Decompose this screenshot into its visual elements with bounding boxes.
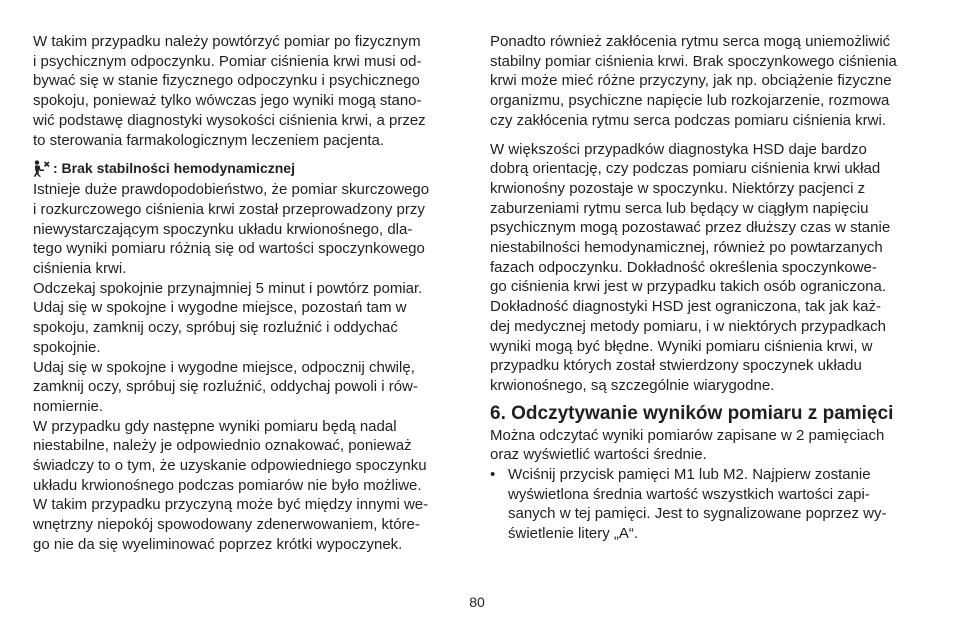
text-line: to sterowania farmakologicznym leczeniem pacjenta. [33,131,384,149]
text-line: świetlenie litery „A“. [508,525,639,543]
text-line: krwi może mieć różne przyczyny, jak np. obciążenie fizyczne [490,72,892,90]
page-number: 80 [469,594,485,610]
text-line: spokojnie. [33,338,101,356]
text-line: spokoju, zamknij oczy, spróbuj się rozluźnić i oddychać [33,319,398,337]
right-column [490,32,920,544]
text-line: ciśnienia krwi. [33,260,127,278]
text-line: fazach odpoczynku. Dokładność określenia spoczynkowe- [490,258,877,276]
text-line: nomiernie. [33,397,104,415]
paragraph-retest [33,32,463,150]
text-line: dej medycznej metody pomiaru, i w niektórych przypadkach [490,317,887,335]
text-line: Można odczytać wyniki pomiarów zapisane w 2 pamięciach [490,426,885,444]
section-heading: 6. Odczytywanie wyników pomiaru z pamięci [490,402,894,424]
text-line: go ciśnienia krwi jest w przypadku takich osób ograniczona. [490,278,887,296]
text-line: spokoju, ponieważ tylko wówczas jego wyniki mogą stano- [33,92,422,110]
text-line: dobrą orientację, czy podczas pomiaru ciśnienia krwi układ [490,160,881,178]
paragraph-instability [33,180,463,554]
text-line: wyświetlona średnia wartość wszystkich wartości zapi- [508,485,870,503]
text-line: psychicznym mogą pozostawać przez dłuższy czas w stanie [490,219,891,237]
person-moving-icon [33,160,50,177]
text-line: krwionośny pozostaje w spoczynku. Niektórzy pacjenci z [490,179,866,197]
text-line: Istnieje duże prawdopodobieństwo, że pomiar skurczowego [33,181,430,199]
paragraph-arrhythmia [490,32,920,131]
text-line: W większości przypadków diagnostyka HSD daje bardzo [490,140,867,158]
text-line: stabilny pomiar ciśnienia krwi. Brak spoczynkowego ciśnienia [490,52,897,70]
text-line: organizmu, psychiczne napięcie lub rozkojarzenie, rozmowa [490,92,890,110]
text-line: bywać się w stanie fizycznego odpoczynku i psychicznego [33,72,420,90]
text-line: zamknij oczy, spróbuj się rozluźnić, oddychaj powoli i rów- [33,378,418,396]
text-line: niewystarczającym spoczynku układu krwionośnego, dla- [33,220,413,238]
text-line: czy zakłócenia rytmu serca podczas pomiaru ciśnienia krwi. [490,111,886,129]
text-line: W przypadku gdy następne wyniki pomiaru będą nadal [33,417,397,435]
text-line: świadczy to o tym, że uzyskanie odpowiedniego spoczynku [33,457,427,475]
text-line: Ponadto również zakłócenia rytmu serca mogą uniemożliwić [490,33,891,50]
text-line: go nie da się wyeliminować poprzez krótki wypoczynek. [33,535,403,553]
text-line: wnętrzny niepokój spowodowany zdenerwowaniem, które- [33,516,420,534]
text-line: tego wyniki pomiaru różnią się od wartości spoczynkowego [33,240,425,258]
bullet-mark: • [490,466,496,484]
text-line: Wciśnij przycisk pamięci M1 lub M2. Najpierw zostanie [508,466,871,484]
subheading-text: : Brak stabilności hemodynamicznej [53,160,295,177]
text-line: wyniki mogą być błędne. Wyniki pomiaru ciśnienia krwi, w [490,337,873,355]
text-line: Dokładność diagnostyki HSD jest ograniczona, tak jak każ- [490,298,882,316]
text-line: W takim przypadku należy powtórzyć pomiar po fizycznym [33,33,421,50]
text-line: wić podstawę diagnostyki wysokości ciśnienia krwi, a przez [33,111,426,129]
bullet-item [490,465,920,544]
text-line: zaburzeniami rytmu serca lub będący w ciągłym napięciu [490,199,869,217]
bullet-text [508,465,920,544]
text-line: Udaj się w spokojne i wygodne miejsce, odpocznij chwilę, [33,358,415,376]
text-line: W takim przypadku przyczyną może być między innymi we- [33,496,429,514]
text-line: niestabilności hemodynamicznej, również po powtarzanych [490,239,883,257]
text-line: niestabilne, należy je odpowiednio oznakować, ponieważ [33,437,412,455]
text-line: układu krwionośnego podczas pomiarów nie było możliwe. [33,476,422,494]
paragraph-memory-intro [490,426,920,465]
paragraph-hsd-diagnostics [490,140,920,396]
text-line: krwionośnego, są szczególnie wiarygodne. [490,376,775,394]
text-line: przypadku których został stwierdzony spoczynek układu [490,357,862,375]
text-line: oraz wyświetlić wartości średnie. [490,446,707,464]
text-line: sanych w tej pamięci. Jest to sygnalizowane poprzez wy- [508,505,887,523]
text-line: Odczekaj spokojnie przynajmniej 5 minut i powtórz pomiar. [33,279,423,297]
subheading-hemodynamic-instability [33,159,463,178]
text-line: Udaj się w spokojne i wygodne miejsce, pozostań tam w [33,299,407,317]
left-column [33,32,463,555]
text-line: i psychicznym odpoczynku. Pomiar ciśnienia krwi musi od- [33,52,422,70]
text-line: i rozkurczowego ciśnienia krwi został przeprowadzony przy [33,200,425,218]
